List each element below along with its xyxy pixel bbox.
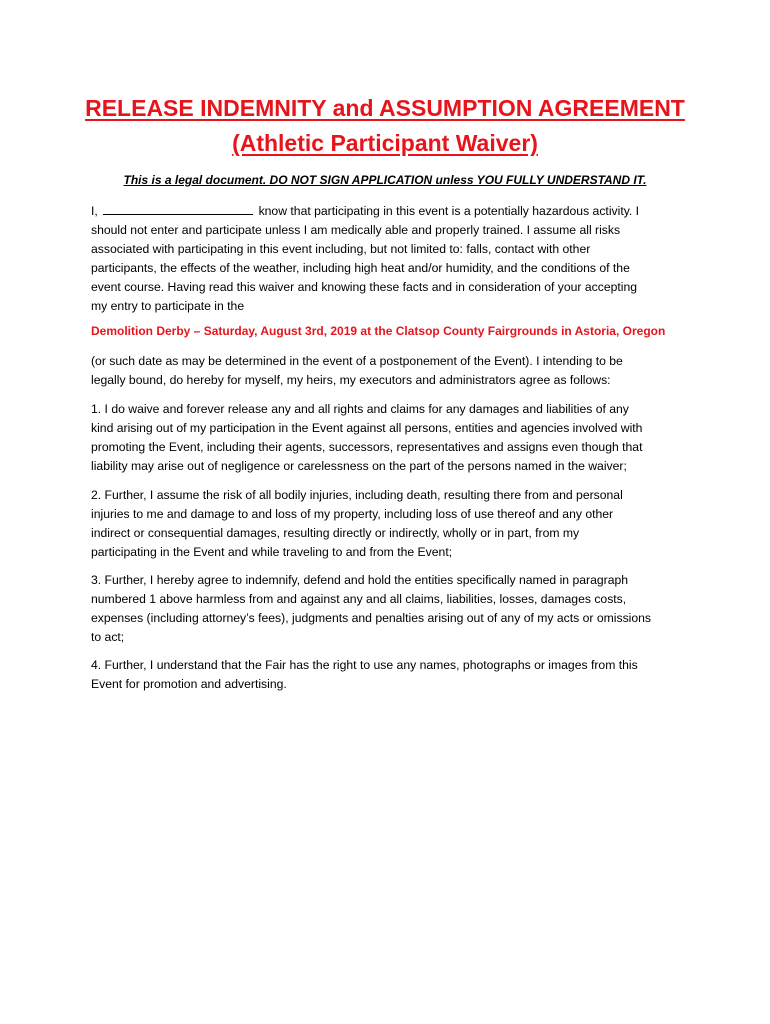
clause-1-line: kind arising out of my participation in the Event against all persons, entities and agencies involved with <box>91 421 643 435</box>
clause-1 <box>91 400 681 476</box>
intro-line: should not enter and participate unless I am medically able and properly trained. I assume all risks <box>91 223 621 237</box>
clause-3 <box>91 571 681 647</box>
document-title: RELEASE INDEMNITY and ASSUMPTION AGREEMENT <box>85 95 685 121</box>
clause-2-line: indirect or consequential damages, resulting directly or indirectly, wholly or in part, from my <box>91 526 580 540</box>
continuation-paragraph <box>91 352 681 390</box>
clause-4-line: Event for promotion and advertising. <box>91 677 287 691</box>
intro-line: associated with participating in this event including, but not limited to: falls, contact with other <box>91 242 591 256</box>
clause-2-line: injuries to me and damage to and loss of my property, including loss of use thereof and any other <box>91 507 614 521</box>
clause-3-line: to act; <box>91 630 125 644</box>
clause-3-line: numbered 1 above harmless from and against any and all claims, liabilities, losses, damages costs, <box>91 592 627 606</box>
clause-3-line: expenses (including attorney’s fees), judgments and penalties arising out of any of my acts or omissions <box>91 611 652 625</box>
clause-4 <box>91 656 681 694</box>
clause-4-line: 4. Further, I understand that the Fair has the right to use any names, photographs or images from this <box>91 658 638 672</box>
clause-3-line: 3. Further, I hereby agree to indemnify, defend and hold the entities specifically named in paragraph <box>91 573 629 587</box>
participant-name-blank[interactable] <box>103 203 253 215</box>
continuation-line: (or such date as may be determined in the event of a postponement of the Event). I intending to be <box>91 354 623 368</box>
intro-paragraph <box>91 202 681 316</box>
clause-1-line: promoting the Event, including their agents, successors, representatives and assigns even though that <box>91 440 643 454</box>
intro-prefix: I, <box>91 204 98 218</box>
intro-line: my entry to participate in the <box>91 299 245 313</box>
clause-2 <box>91 486 681 562</box>
intro-first-line-text: know that participating in this event is a potentially hazardous activity. I <box>258 204 640 218</box>
intro-first-line <box>91 202 681 221</box>
legal-notice: This is a legal document. DO NOT SIGN APPLICATION unless YOU FULLY UNDERSTAND IT. <box>123 173 647 187</box>
intro-line: participants, the effects of the weather, including high heat and/or humidity, and the conditions of the <box>91 261 630 275</box>
clause-1-line: 1. I do waive and forever release any and all rights and claims for any damages and liabilities of any <box>91 402 629 416</box>
clause-2-line: 2. Further, I assume the risk of all bodily injuries, including death, resulting there from and personal <box>91 488 623 502</box>
document-subtitle: (Athletic Participant Waiver) <box>232 130 538 156</box>
intro-line: event course. Having read this waiver and knowing these facts and in consideration of your accepting <box>91 280 638 294</box>
continuation-line: legally bound, do hereby for myself, my heirs, my executors and administrators agree as follows: <box>91 373 611 387</box>
clause-2-line: participating in the Event and while traveling to and from the Event; <box>91 545 453 559</box>
event-details: Demolition Derby – Saturday, August 3rd, 2019 at the Clatsop County Fairgrounds in Astoria, Oregon <box>91 324 666 338</box>
clause-1-line: liability may arise out of negligence or carelessness on the part of the persons named in the waiver; <box>91 459 627 473</box>
